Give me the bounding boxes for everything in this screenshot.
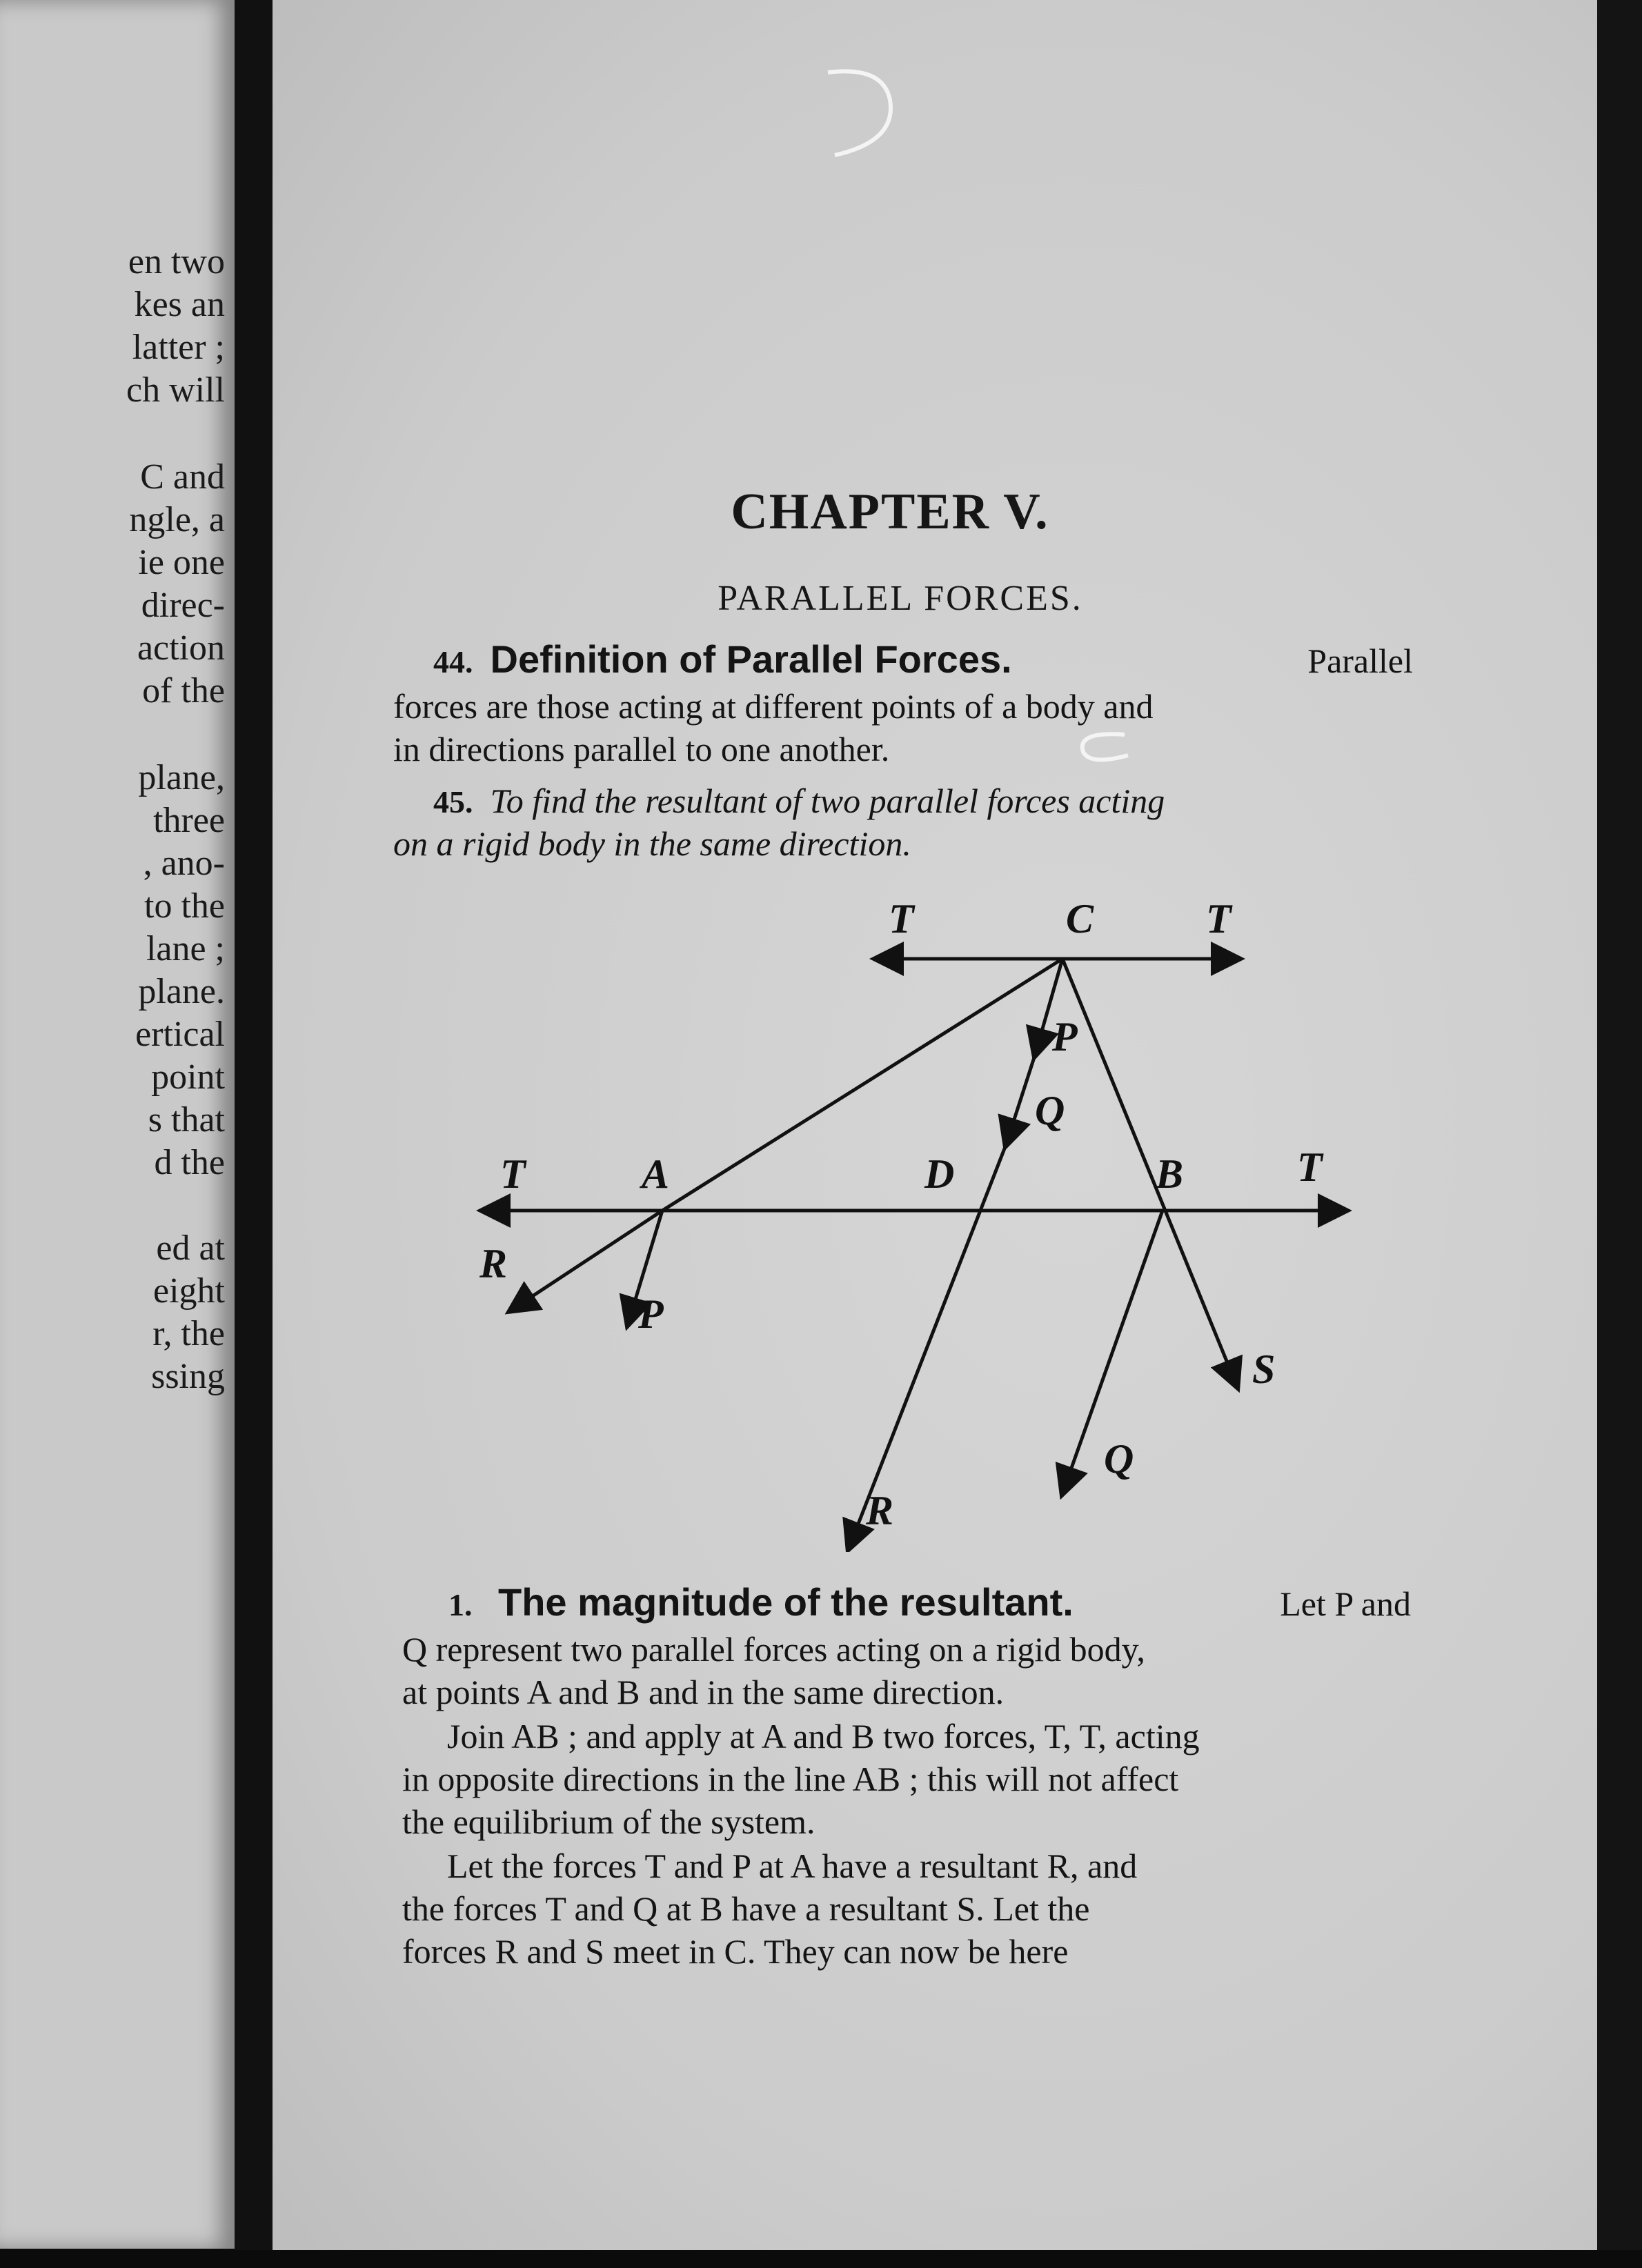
diagram-label-R: R: [479, 1241, 508, 1286]
diagram-label-R: R: [866, 1488, 894, 1533]
left-page-line: plane.: [138, 972, 225, 1011]
left-page-line: , ano-: [143, 844, 225, 883]
diagram-label-S: S: [1252, 1346, 1276, 1392]
paragraph-text: Let P and: [1280, 1584, 1411, 1623]
force-line-Q-upper: [1006, 1055, 1035, 1145]
paragraph-number: 44.: [433, 644, 473, 679]
left-page-line: point: [151, 1057, 225, 1097]
paragraph-line: in directions parallel to one another.: [393, 730, 890, 768]
paragraph-text: To find the resultant of two parallel forces acting: [490, 782, 1165, 820]
parallel-forces-diagram: [469, 876, 1380, 1552]
paragraph-44: [433, 638, 1413, 684]
paragraph-join: [402, 1715, 1411, 1843]
left-page-line: ed at: [156, 1228, 225, 1268]
force-line-S: [1062, 959, 1237, 1386]
diagram-label-T: T: [1206, 896, 1232, 942]
paragraph-text: Parallel: [1307, 641, 1413, 680]
subsection-number: 1.: [448, 1587, 473, 1622]
left-page-line: three: [153, 801, 225, 840]
left-page-line: of the: [142, 671, 225, 710]
diagram-label-P: P: [1052, 1014, 1078, 1060]
diagram-label-T: T: [500, 1151, 526, 1197]
paragraph-line: Q represent two parallel forces acting on a rigid body,: [402, 1630, 1145, 1669]
paragraph-line: in opposite directions in the line AB ; this will not affect: [402, 1760, 1179, 1798]
left-page-line: action: [137, 628, 225, 668]
diagram-label-P: P: [638, 1291, 664, 1337]
subsection-heading: The magnitude of the resultant.: [498, 1580, 1074, 1624]
left-page-line: latter ;: [132, 328, 225, 367]
left-page-line: direc-: [141, 586, 225, 625]
left-page-line: to the: [144, 886, 225, 926]
left-page-line: C and: [140, 457, 225, 497]
paragraph-let: [402, 1844, 1411, 1973]
diagram-label-C: C: [1066, 896, 1094, 942]
handwritten-mark: [814, 59, 911, 169]
left-page-line: ch will: [126, 370, 225, 410]
diagram-label-A: A: [642, 1151, 670, 1197]
left-page-line: lane ;: [146, 929, 225, 968]
diagram-label-D: D: [924, 1151, 955, 1197]
diagram-label-B: B: [1156, 1151, 1184, 1197]
paragraph-line: forces R and S meet in C. They can now be here: [402, 1932, 1069, 1971]
page-edge-shadow: [1597, 0, 1642, 2268]
page-bottom-edge: [0, 2250, 1642, 2268]
paragraph-45: [433, 779, 1413, 824]
diagram-label-Q: Q: [1104, 1436, 1134, 1482]
diagram-label-T: T: [889, 896, 914, 942]
left-page-line: ertical: [135, 1015, 225, 1054]
paragraph-line: the equilibrium of the system.: [402, 1802, 815, 1841]
left-page-line: ngle, a: [129, 500, 225, 539]
subsection-1-body: [402, 1628, 1411, 1713]
paragraph-line: at points A and B and in the same direction.: [402, 1673, 1005, 1711]
left-page-fragment: [0, 0, 235, 2249]
paragraph-number: 45.: [433, 784, 473, 819]
left-page-line: s that: [148, 1100, 225, 1140]
paragraph-line: on a rigid body in the same direction.: [393, 824, 911, 863]
line-CA: [662, 959, 1062, 1211]
left-page-line: ie one: [138, 543, 225, 582]
section-title: PARALLEL FORCES.: [718, 579, 1083, 618]
subsection-1: [448, 1581, 1411, 1627]
paragraph-line: Let the forces T and P at A have a resultant R, and: [447, 1847, 1138, 1885]
left-page-line: r, the: [152, 1314, 225, 1353]
left-page-line: d the: [154, 1143, 225, 1182]
left-page-line: eight: [153, 1271, 225, 1311]
chapter-title: CHAPTER V.: [731, 484, 1049, 540]
left-page-line: en two: [128, 242, 225, 281]
paragraph-line: the forces T and Q at B have a resultant S. Let the: [402, 1889, 1090, 1928]
book-gutter: [235, 0, 276, 2268]
paragraph-heading: Definition of Parallel Forces.: [490, 637, 1012, 681]
paragraph-44-body: [393, 685, 1414, 770]
left-page-line: kes an: [134, 285, 225, 324]
paragraph-line: Join AB ; and apply at A and B two forces, T, T, acting: [447, 1717, 1200, 1755]
diagram-label-Q: Q: [1035, 1088, 1065, 1133]
diagram-label-T: T: [1297, 1144, 1323, 1190]
left-page-line: plane,: [138, 758, 225, 797]
left-page-line: ssing: [151, 1357, 225, 1396]
paragraph-line: forces are those acting at different points of a body and: [393, 687, 1154, 726]
